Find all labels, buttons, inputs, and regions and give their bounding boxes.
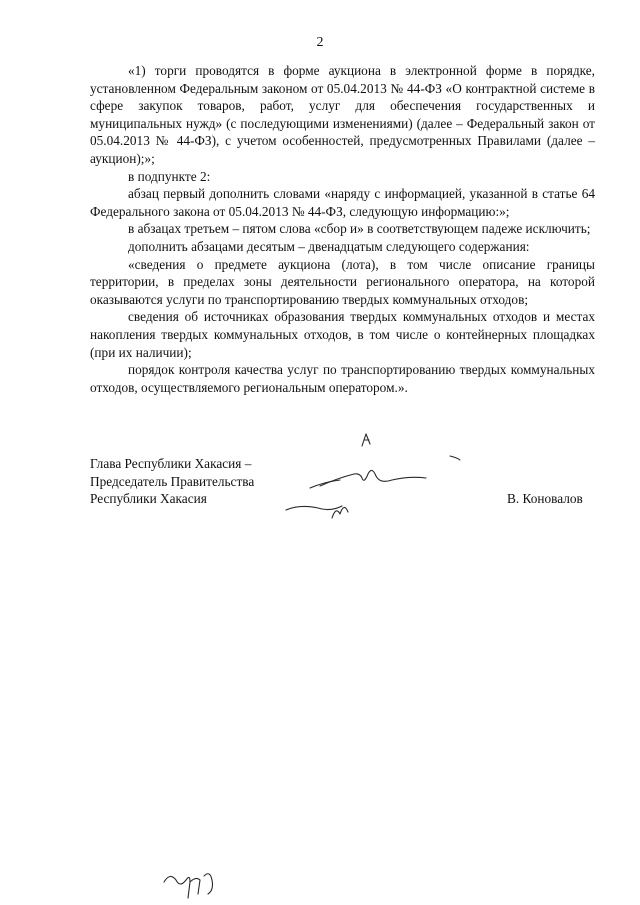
paragraph-7: сведения об источниках образования твердых коммунальных отходов и местах накопления твердых коммунальных отходов, в том числе о контейнерных площадках (при их наличии); [90, 309, 595, 360]
paragraph-4: в абзацах третьем – пятом слова «сбор и» в соответствующем падеже исключить; [128, 221, 591, 237]
paragraph-8: порядок контроля качества услуг по транспортированию твердых коммунальных отходов, осуществляемого региональным оператором.». [90, 362, 595, 395]
paragraph-5: дополнить абзацами десятым – двенадцатым следующего содержания: [128, 238, 530, 254]
position-line-1: Глава Республики Хакасия – [90, 456, 252, 471]
position-line-2: Председатель Правительства [90, 473, 255, 489]
handwritten-signature [280, 428, 480, 523]
paragraph-3: абзац первый дополнить словами «наряду с информацией, указанной в статье 64 Федерального закона от 05.04.2013 № 44-ФЗ, следующую информацию:»; [90, 186, 595, 219]
position-line-3: Республики Хакасия [90, 491, 207, 507]
signer-position [90, 455, 254, 508]
paragraph-6: «сведения о предмете аукциона (лота), в том числе описание границы территории, в пределах зоны деятельности регионального оператора, на которой оказываются услуги по транспортированию твердых коммунальных отходов; [90, 256, 595, 307]
document-body [90, 62, 595, 396]
page-number: 2 [316, 35, 324, 50]
paragraph-1: «1) торги проводятся в форме аукциона в электронной форме в порядке, установленном Федеральным законом от 05.04.2013 № 44-ФЗ «О контрактной системе в сфере закупок товаров, работ, услуг для обеспечения государственных и муниципальных нужд» (с последующими изменениями) (далее – Федеральный закон от 05.04.2013 № 44-ФЗ), с учетом особенностей, предусмотренных Правилами (далее – аукцион);»; [90, 63, 595, 166]
signatory-name: В. Коновалов [507, 491, 583, 506]
handwritten-initials [160, 868, 220, 900]
paragraph-2: в подпункте 2: [128, 168, 211, 184]
